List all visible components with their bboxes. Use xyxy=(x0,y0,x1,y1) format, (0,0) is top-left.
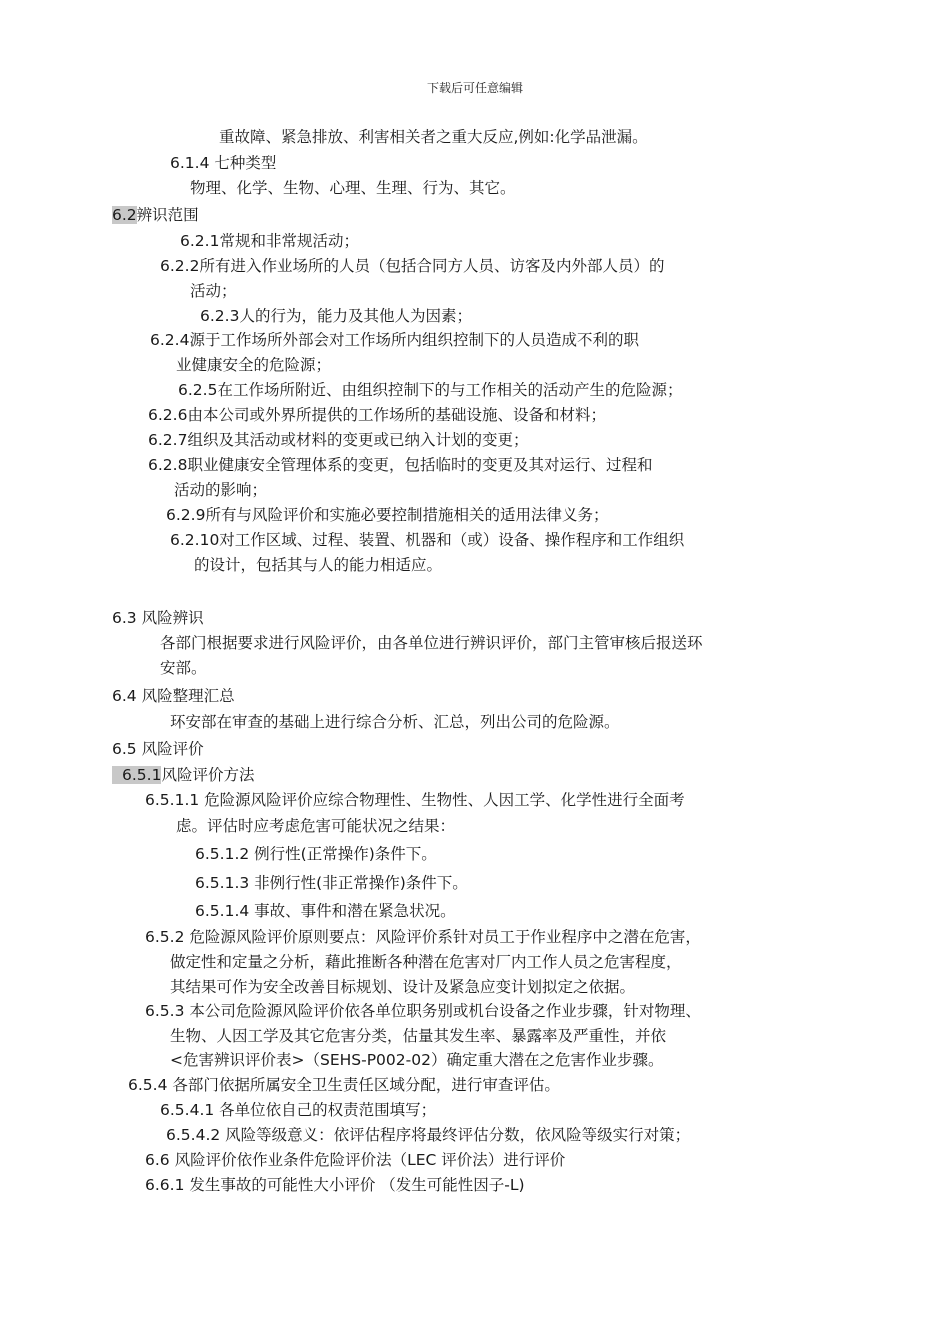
text-line: 6.2.1常规和非常规活动； xyxy=(180,232,359,250)
section-heading: 6.5 风险评价 xyxy=(112,740,204,758)
section-title: 辨识范围 xyxy=(136,206,199,224)
text-line: 6.5.3 本公司危险源风险评价依各单位职务别或机台设备之作业步骤，针对物理、 xyxy=(145,1002,701,1020)
text-line: 6.5.2 危险源风险评价原则要点：风险评价系针对员工于作业程序中之潜在危害， xyxy=(145,928,701,946)
text-line: 6.2.7组织及其活动或材料的变更或已纳入计划的变更； xyxy=(148,431,529,449)
section-heading xyxy=(112,204,199,226)
page-header: 下载后可任意编辑 xyxy=(426,81,523,95)
text-line: 6.2.6由本公司或外界所提供的工作场所的基础设施、设备和材料； xyxy=(148,406,606,424)
section-heading: 6.6 风险评价依作业条件危险评价法（LEC 评价法）进行评价 xyxy=(145,1151,566,1169)
section-heading: 6.1.4 七种类型 xyxy=(170,154,277,172)
text-line: 6.2.10对工作区域、过程、装置、机器和（或）设备、操作程序和工作组织 xyxy=(170,531,685,549)
text-line: 6.2.9所有与风险评价和实施必要控制措施相关的适用法律义务； xyxy=(166,506,609,524)
text-line: 6.5.4.2 风险等级意义：依评估程序将最终评估分数，依风险等级实行对策； xyxy=(166,1126,691,1144)
text-line: 活动； xyxy=(190,282,237,300)
text-line: 6.5.1.2 例行性(正常操作)条件下。 xyxy=(195,845,437,863)
text-line: 6.5.4 各部门依据所属安全卫生责任区域分配，进行审查评估。 xyxy=(128,1076,560,1094)
text-line: 做定性和定量之分析，藉此推断各种潜在危害对厂内工作人员之危害程度， xyxy=(170,953,682,971)
text-line: <危害辨识评价表>（SEHS-P002-02）确定重大潜在之危害作业步骤。 xyxy=(170,1051,664,1069)
section-heading xyxy=(112,764,254,786)
text-line: 业健康安全的危险源； xyxy=(176,356,332,374)
text-line: 6.6.1 发生事故的可能性大小评价 （发生可能性因子-L) xyxy=(145,1176,525,1194)
text-line: 6.2.3人的行为，能力及其他人为因素； xyxy=(200,307,472,325)
highlighted-section-number: 6.2 xyxy=(112,206,137,224)
text-line: 6.2.5在工作场所附近、由组织控制下的与工作相关的活动产生的危险源； xyxy=(178,381,683,399)
text-line: 活动的影响； xyxy=(174,481,268,499)
text-line: 的设计，包括其与人的能力相适应。 xyxy=(194,556,443,574)
text-line: 6.2.2所有进入作业场所的人员（包括合同方人员、访客及内外部人员）的 xyxy=(160,257,665,275)
text-line: 环安部在审查的基础上进行综合分析、汇总，列出公司的危险源。 xyxy=(170,713,620,731)
text-line: 6.5.1.1 危险源风险评价应综合物理性、生物性、人因工学、化学性进行全面考 xyxy=(145,791,685,809)
highlighted-section-number: 6.5.1 xyxy=(112,766,161,784)
text-line: 6.2.4源于工作场所外部会对工作场所内组织控制下的人员造成不利的职 xyxy=(150,331,639,349)
text-line: 物理、化学、生物、心理、生理、行为、其它。 xyxy=(190,179,516,197)
text-line: 6.5.1.3 非例行性(非正常操作)条件下。 xyxy=(195,874,468,892)
text-line: 重故障、紧急排放、利害相关者之重大反应,例如:化学品泄漏。 xyxy=(219,128,648,146)
text-line: 6.5.4.1 各单位依自己的权责范围填写； xyxy=(160,1101,437,1119)
text-line: 6.5.1.4 事故、事件和潜在紧急状况。 xyxy=(195,902,456,920)
text-line: 虑。评估时应考虑危害可能状况之结果： xyxy=(176,817,456,835)
text-line: 各部门根据要求进行风险评价，由各单位进行辨识评价，部门主管审核后报送环 xyxy=(160,634,703,652)
section-heading: 6.4 风险整理汇总 xyxy=(112,687,235,705)
text-line: 其结果可作为安全改善目标规划、设计及紧急应变计划拟定之依据。 xyxy=(170,978,636,996)
section-title: 风险评价方法 xyxy=(161,766,255,784)
text-line: 安部。 xyxy=(160,659,207,677)
text-line: 6.2.8职业健康安全管理体系的变更，包括临时的变更及其对运行、过程和 xyxy=(148,456,653,474)
text-line: 生物、人因工学及其它危害分类，估量其发生率、暴露率及严重性，并依 xyxy=(170,1027,667,1045)
section-heading: 6.3 风险辨识 xyxy=(112,609,204,627)
